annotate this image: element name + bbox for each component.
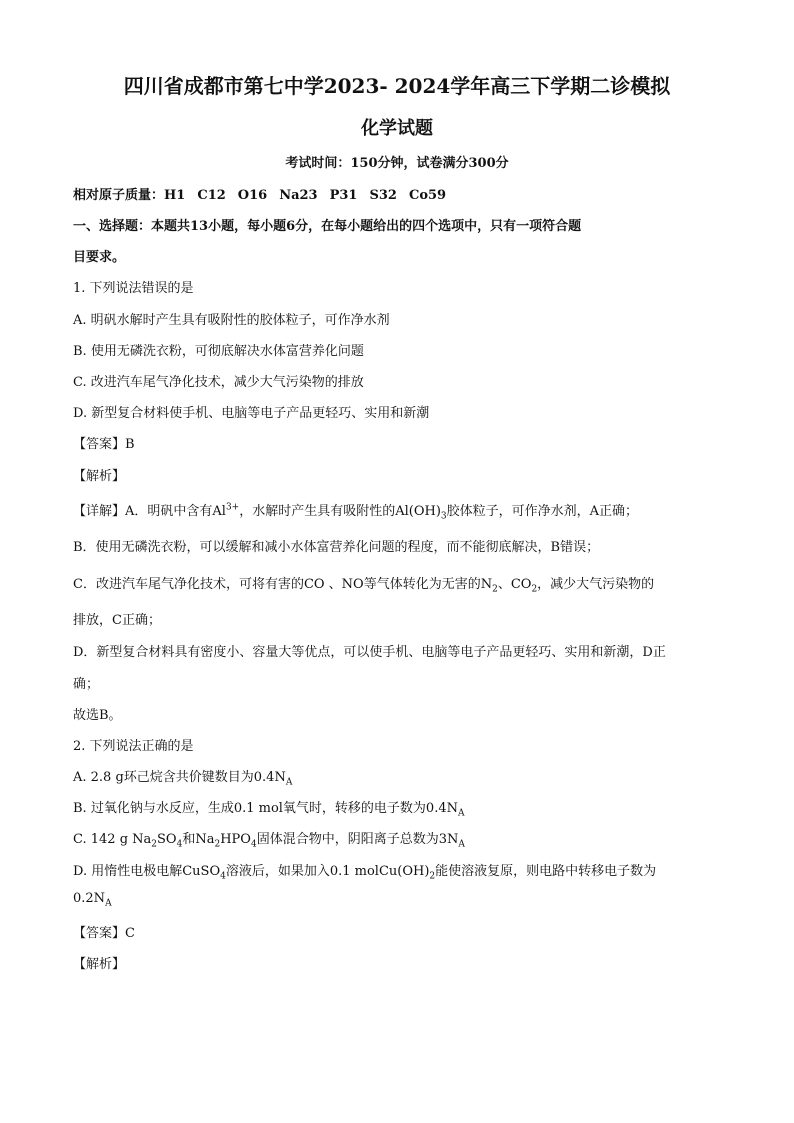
answer-tag: 【答案】 [73, 437, 126, 452]
q1-option-a: A. 明矾水解时产生具有吸附性的胶体粒子，可作净水剂 [73, 313, 390, 328]
q2-answer [73, 922, 135, 941]
answer-tag: 【答案】 [73, 926, 126, 941]
atomic-mass-item: O16 [237, 188, 268, 203]
answer-value: C [125, 926, 135, 941]
atomic-mass-item: Co59 [408, 188, 447, 203]
atomic-mass-item: S32 [369, 188, 397, 203]
q2-stem: 2. 下列说法正确的是 [73, 739, 194, 754]
q1-detail-c: C．改进汽车尾气净化技术，可将有害的CO 、NO等气体转化为无害的$N_2$、$CO_2$，减少大气污染物的 [73, 577, 655, 595]
q1-detail-c-cont: 排放，C正确； [73, 613, 161, 628]
q2-option-a: A. 2.8 g环己烷含共价键数目为$0.4N_A$ [73, 770, 293, 788]
q1-conclusion: 故选B。 [73, 708, 122, 723]
atomic-mass-item: H1 [164, 188, 186, 203]
section-heading-line1: 一、选择题：本题共13小题，每小题6分，在每小题给出的四个选项中，只有一项符合题 [73, 219, 582, 234]
q1-option-c: C. 改进汽车尾气净化技术，减少大气污染物的排放 [73, 375, 364, 390]
q2-option-c: C. 142 g $Na_2SO_4$和$Na_2HPO_4$固体混合物中，阴阳离子总数为$3N_A$ [73, 832, 465, 850]
q1-analysis-tag: 【解析】 [73, 469, 126, 484]
q2-option-d: D. 用惰性电极电解CuSO$_4$溶液后，如果加入0.1 $molCu(OH)_2$能使溶液复原，则电路中转移电子数为 [73, 864, 657, 882]
atomic-mass-item: C12 [197, 188, 226, 203]
q1-detail-d-cont: 确； [73, 677, 100, 692]
atomic-mass-item: P31 [329, 188, 358, 203]
atomic-mass-item: Na23 [279, 188, 318, 203]
page-title: 四川省成都市第七中学2023- 2024学年高三下学期二诊模拟 [123, 74, 671, 98]
q1-option-d: D. 新型复合材料使手机、电脑等电子产品更轻巧、实用和新潮 [73, 406, 430, 421]
q1-answer [73, 433, 135, 452]
q1-stem: 1. 下列说法错误的是 [73, 281, 194, 296]
q1-detail-a: 【详解】A．明矾中含有$Al^{3+}$，水解时产生具有吸附性的$Al(OH)_3$胶体粒子，可作净水剂，A正确； [73, 502, 639, 522]
q2-option-b: B. 过氧化钠与水反应，生成0.1 mol氧气时，转移的电子数为$0.4N_A$ [73, 801, 465, 819]
detail-tag: 【详解】 [73, 504, 126, 519]
exam-info: 考试时间：150分钟，试卷满分300分 [285, 156, 509, 171]
section-heading-line2: 目要求。 [73, 250, 126, 265]
q1-option-b: B. 使用无磷洗衣粉，可彻底解决水体富营养化问题 [73, 344, 364, 359]
q1-detail-d: D．新型复合材料具有密度小、容量大等优点，可以使手机、电脑等电子产品更轻巧、实用和新潮，D正 [73, 645, 666, 660]
q2-analysis-tag: 【解析】 [73, 957, 126, 972]
page-subtitle: 化学试题 [361, 118, 433, 139]
q1-detail-b: B．使用无磷洗衣粉，可以缓解和减小水体富营养化问题的程度，而不能彻底解决，B错误； [73, 540, 600, 555]
q2-option-d-cont: $0.2N_A$ [73, 891, 112, 909]
atomic-mass-label: 相对原子质量： [73, 188, 165, 203]
atomic-mass-line [73, 184, 446, 203]
answer-value: B [125, 437, 135, 452]
